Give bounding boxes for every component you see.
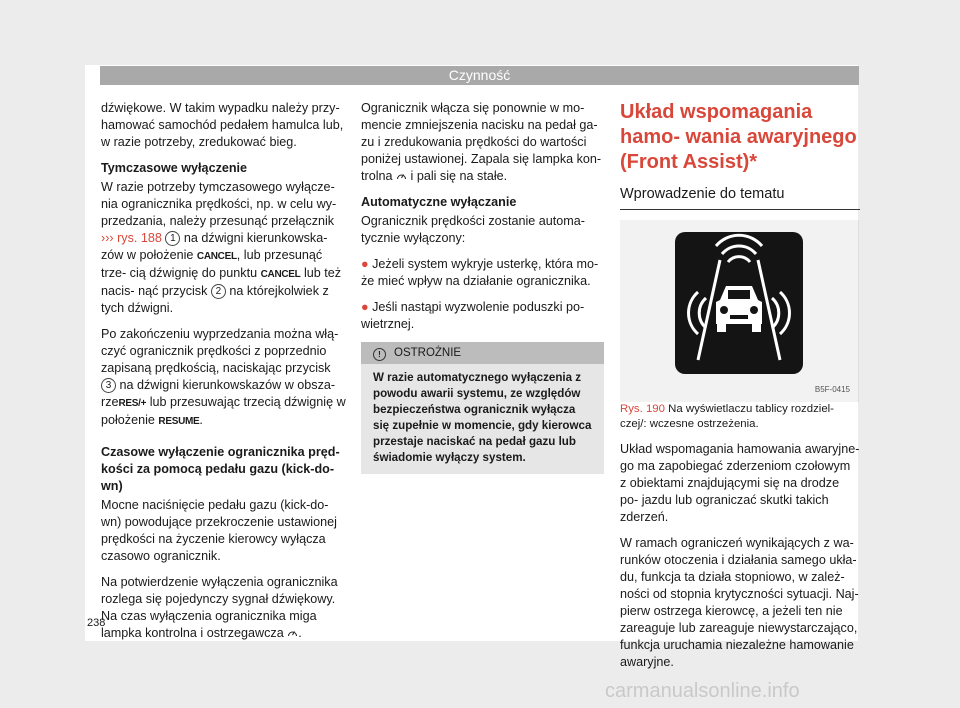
column-2 (361, 100, 604, 474)
paragraph: Ogranicznik włącza się ponownie w mo- mencie zmniejszenia nacisku na pedał ga- zu i zredukowania prędkości do wartości poniżej ustawionej. Zapala się lampka kon- trolna i pali się na stałe. (361, 101, 602, 183)
caption-label: Rys. 190 (620, 403, 665, 415)
speedometer-icon (396, 171, 407, 181)
list-item: ● Jeśli nastąpi wyzwolenie poduszki po- wietrznej. (361, 300, 585, 331)
paragraph: Ogranicznik prędkości zostanie automa- tycznie wyłączony: (361, 214, 585, 245)
subheading-temporary: Tymczasowe wyłączenie (101, 161, 248, 175)
callout-1: 1 (165, 231, 180, 246)
callout-2: 2 (211, 284, 226, 299)
figure-link[interactable]: rys. 188 (117, 231, 162, 245)
cancel-symbol: CANCEL (260, 269, 301, 280)
paragraph: Mocne naciśnięcie pedału gazu (kick-do- wn) powodujące przekroczenie ustawionej prędkości na życzenie kierowcy wyłącza czasowo ogranicznik. (101, 498, 337, 563)
speedometer-icon (287, 628, 298, 638)
paragraph: Na potwierdzenie wyłączenia ogranicznika rozlega się pojedynczy sygnał dźwiękowy. Na czas wyłączenia ogranicznika miga lampka kontrolna i ostrzegawcza . (101, 575, 338, 640)
column-1 (101, 100, 346, 651)
paragraph: W ramach ograniczeń wynikających z wa- runków otoczenia i działania samego ukła- du, funkcja ta działa stopniowo, w zależ- ności od stopnia krytyczności sytuacji. Naj- pierw ostrzega kierowcę, a jeżeli ten nie zareaguje lub zareaguje niewystarczająco, funkcja uruchamia niezależne hamowanie awaryjne. (620, 536, 859, 669)
divider (620, 209, 860, 210)
paragraph: W razie potrzeby tymczasowego wyłącze- nia ogranicznika prędkości, np. w celu wy- przedzania, należy przesunąć przełącznik ››› rys. 188 1 na dźwigni kierunkowska- zów w położenie CANCEL, lub przesunąć trze- cią dźwignię do punktu CANCEL lub też nacis- nąć przycisk 2 na którejkolwiek z tych dźwigni. (101, 180, 342, 315)
subheading-kickdown: Czasowe wyłączenie ogranicznika pręd- kości za pomocą pedału gazu (kick-do- wn) (101, 445, 340, 493)
bullet-icon: ● (361, 257, 369, 271)
caution-header (361, 342, 604, 364)
caution-title: OSTROŻNIE (394, 347, 462, 359)
paragraph: dźwiękowe. W takim wypadku należy przy- hamować samochód pedałem hamulca lub, w razie potrzeby, zredukować bieg. (101, 101, 344, 149)
resume-symbol: RESUME (158, 416, 200, 427)
figure-caption: Rys. 190 Na wyświetlaczu tablicy rozdziel- czej/: wczesne ostrzeżenia. (620, 403, 834, 430)
column-3 (620, 100, 860, 680)
paragraph: Układ wspomagania hamowania awaryjne- go ma zapobiegać zderzeniom czołowym z obiektami znajdującymi się na drodze po- jazdu lub ograniczać skutki takich zderzeń. (620, 442, 860, 524)
page-number: 238 (87, 617, 106, 629)
caution-box (361, 342, 604, 474)
section-title: Układ wspomagania hamo- wania awaryjnego (Front Assist)* (620, 101, 857, 173)
bullet-icon: ● (361, 300, 369, 314)
arrow-marker: ››› (101, 231, 114, 245)
watermark: carmanualsonline.info (605, 680, 800, 702)
subheading-automatic: Automatyczne wyłączanie (361, 195, 517, 209)
list-item: ● Jeżeli system wykryje usterkę, która mo- że mieć wpływ na działanie ogranicznika. (361, 257, 599, 288)
page-header: Czynność (100, 66, 859, 85)
callout-3: 3 (101, 378, 116, 393)
figure-code: B5F-0415 (814, 385, 850, 394)
warning-icon: ! (373, 348, 386, 361)
caution-text: W razie automatycznego wyłączenia z powodu awarii systemu, ze względów bezpieczeństwa ogranicznik wyłącza się zupełnie w momencie, gdy kierowca przestaje naciskać na pedał gazu lub świadomie wyłączy system. (373, 371, 592, 464)
front-assist-warning-icon (620, 220, 858, 402)
section-subtitle: Wprowadzenie do tematu (620, 186, 785, 202)
figure-190 (620, 220, 859, 402)
paragraph: Po zakończeniu wyprzedzania można włą- czyć ogranicznik prędkości z poprzednio zapisaną prędkością, naciskając przycisk 3 na dźwigni kierunkowskazów w obsza- rzeRES/+ lub przesuwając trzecią dźwignię w położenie RESUME. (101, 327, 346, 427)
res-symbol: RES/+ (118, 398, 147, 409)
cancel-symbol: CANCEL (196, 251, 237, 262)
